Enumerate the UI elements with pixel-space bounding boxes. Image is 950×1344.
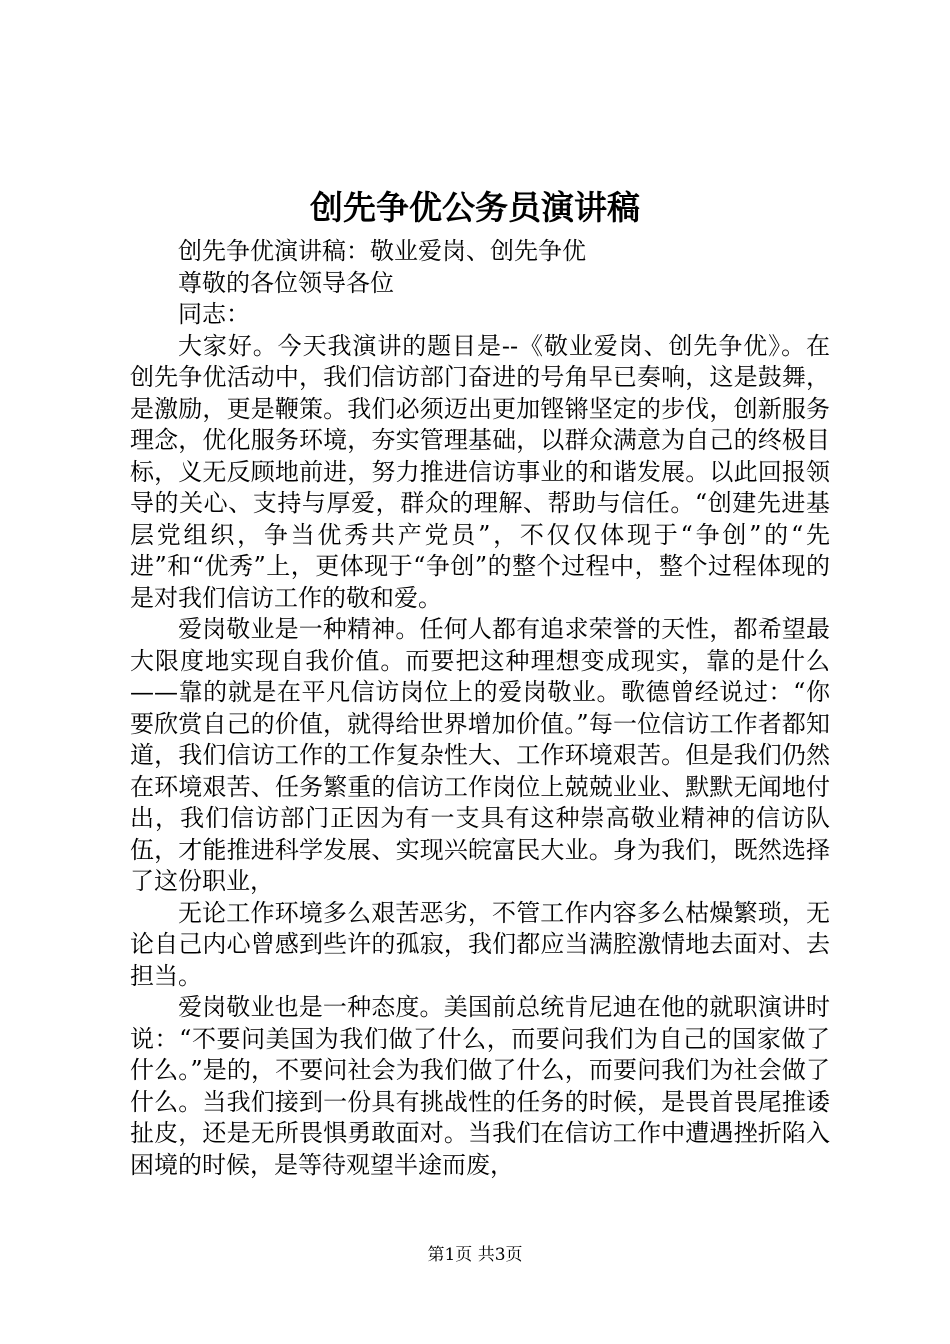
document-body xyxy=(130,236,830,1181)
paragraph-salutation-cont: 同志： xyxy=(178,300,250,328)
paragraph-salutation: 尊敬的各位领导各位 xyxy=(178,268,394,297)
page-footer xyxy=(0,1244,950,1266)
paragraph-spirit: 爱岗敬业是一种精神。任何人都有追求荣誉的天性，都希望最大限度地实现自我价值。而要把这种理想变成现实，靠的是什么——靠的就是在平凡信访岗位上的爱岗敬业。歌德曾经说过：“你要欣赏自己的价值，就得给世界增加价值。”每一位信访工作者都知道，我们信访工作的工作复杂性大、工作环境艰苦。但是我们仍然在环境艰苦、任务繁重的信访工作岗位上兢兢业业、默默无闻地付出，我们信访部门正因为有一支具有这种崇高敬业精神的信访队伍，才能推进科学发展、实现兴皖富民大业。身为我们，既然选择了这份职业， xyxy=(130,615,830,895)
paragraph-opening: 大家好。今天我演讲的题目是--《敬业爱岗、创先争优》。在创先争优活动中，我们信访部门奋进的号角早已奏响，这是鼓舞，是激励，更是鞭策。我们必须迈出更加铿锵坚定的步伐，创新服务理念，优化服务环境，夯实管理基础，以群众满意为自己的终极目标，义无反顾地前进，努力推进信访事业的和谐发展。以此回报领导的关心、支持与厚爱，群众的理解、帮助与信任。“创建先进基层党组织，争当优秀共产党员”，不仅仅体现于“争创”的“先进”和“优秀”上，更体现于“争创”的整个过程中，整个过程体现的是对我们信访工作的敬和爱。 xyxy=(130,331,830,612)
paragraph-attitude: 爱岗敬业也是一种态度。美国前总统肯尼迪在他的就职演讲时说：“不要问美国为我们做了什么，而要问我们为自己的国家做了什么。”是的，不要问社会为我们做了什么，而要问我们为社会做了什么。当我们接到一份具有挑战性的任务的时候，是畏首畏尾推诿扯皮，还是无所畏惧勇敢面对。当我们在信访工作中遭遇挫折陷入困境的时候，是等待观望半途而废， xyxy=(130,993,830,1179)
paragraph-commitment: 无论工作环境多么艰苦恶劣，不管工作内容多么枯燥繁琐，无论自己内心曾感到些许的孤寂，我们都应当满腔激情地去面对、去担当。 xyxy=(130,898,830,990)
page-indicator: 第1页 共3页 xyxy=(427,1245,523,1265)
paragraph-subtitle: 创先争优演讲稿：敬业爱岗、创先争优 xyxy=(178,237,586,265)
document-title: 创先争优公务员演讲稿 xyxy=(310,188,640,227)
